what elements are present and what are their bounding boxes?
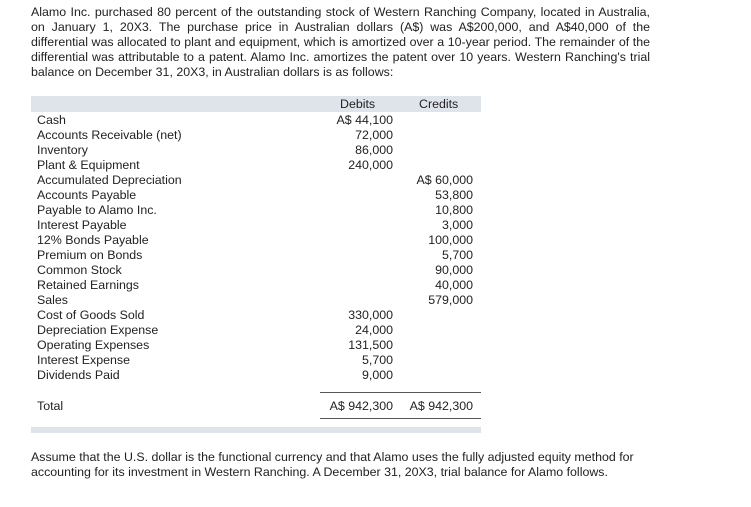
total-label: Total [37,399,64,413]
credit-amount: 579,000 [428,293,473,307]
account-name: Depreciation Expense [37,323,159,337]
debit-amount: 86,000 [355,143,393,157]
account-name: Cost of Goods Sold [37,308,145,322]
total-row [31,399,481,414]
account-row [31,218,481,233]
outro-paragraph: Assume that the U.S. dollar is the functional currency and that Alamo uses the fully adjusted equity method for accounting for its investment in Western Ranching. A December 31, 20X3, trial balance for Alamo follows. [31,450,634,479]
credit-amount: 40,000 [435,278,473,292]
credit-amount: 90,000 [435,263,473,277]
account-name: Sales [37,293,68,307]
debit-amount: A$ 44,100 [336,113,393,127]
credit-amount: 3,000 [441,218,473,232]
debits-header: Debits [340,97,376,111]
account-row [31,308,481,323]
account-name: Interest Expense [37,353,130,367]
account-row [31,158,481,173]
debit-amount: 72,000 [355,128,393,142]
debit-amount: 330,000 [348,308,393,322]
total-credit: A$ 942,300 [409,399,473,413]
account-name: 12% Bonds Payable [37,233,149,247]
account-name: Cash [37,113,66,127]
account-name: Accumulated Depreciation [37,173,182,187]
account-row [31,203,481,218]
intro-paragraph: Alamo Inc. purchased 80 percent of the outstanding stock of Western Ranching Company, located in Australia, on January 1, 20X3. The purchase price in Australian dollars (A$) was A$200,000, and A$40,000 of the differential was allocated to plant and equipment, which is amortized over a 10-year period. The remainder of the differential was attributable to a patent. Alamo Inc. amortizes the patent over 10 years. Western Ranching's trial balance on December 31, 20X3, in Australian dollars is as follows: [31,5,650,79]
debit-amount: 240,000 [348,158,393,172]
credit-amount: 10,800 [435,203,473,217]
account-row [31,368,481,383]
account-name: Plant & Equipment [37,158,140,172]
account-name: Premium on Bonds [37,248,143,262]
account-row [31,173,481,188]
account-row [31,263,481,278]
account-name: Inventory [37,143,88,157]
account-name: Common Stock [37,263,122,277]
credit-amount: 100,000 [428,233,473,247]
account-name: Payable to Alamo Inc. [37,203,157,217]
total-top-rule [320,392,481,393]
account-row [31,323,481,338]
account-row [31,113,481,128]
account-row [31,248,481,263]
header-band [31,96,481,112]
account-row [31,143,481,158]
account-row [31,233,481,248]
account-name: Retained Earnings [37,278,139,292]
debit-amount: 5,700 [361,353,393,367]
account-row [31,188,481,203]
debit-amount: 24,000 [355,323,393,337]
account-name: Accounts Receivable (net) [37,128,182,142]
account-name: Interest Payable [37,218,127,232]
account-name: Dividends Paid [37,368,120,382]
credit-amount: A$ 60,000 [416,173,473,187]
debit-amount: 131,500 [348,338,393,352]
account-row [31,338,481,353]
debit-amount: 9,000 [361,368,393,382]
total-debit: A$ 942,300 [329,399,393,413]
account-row [31,293,481,308]
account-name: Operating Expenses [37,338,150,352]
credits-header: Credits [419,97,459,111]
credit-amount: 53,800 [435,188,473,202]
footer-band [31,427,481,433]
credit-amount: 5,700 [441,248,473,262]
account-row [31,353,481,368]
account-row [31,278,481,293]
account-row [31,128,481,143]
account-name: Accounts Payable [37,188,137,202]
total-bottom-rule [320,418,481,419]
